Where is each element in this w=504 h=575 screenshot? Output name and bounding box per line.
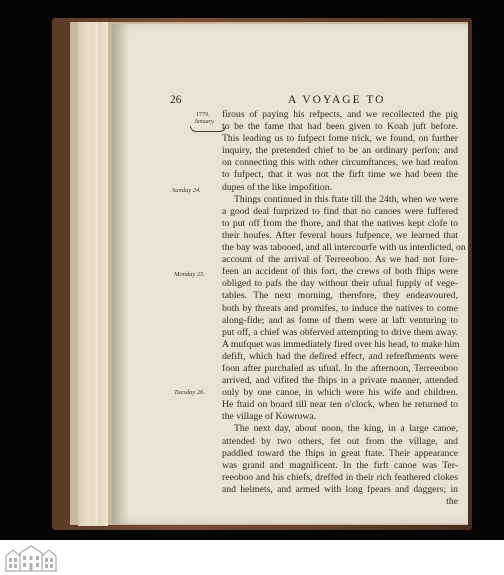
margin-note-month: January. [194, 119, 215, 125]
margin-note-sunday: Sunday 24. [172, 187, 201, 194]
text-line: dupes of the like impofition. [222, 181, 333, 193]
text-line: defift, which had the defired effect, and refrefhments were [222, 350, 458, 362]
text-line: Things continued in this ftate till the 24th, when we were [234, 193, 458, 205]
text-line: to put off from the fhore, and that the natives kept clofe to [222, 217, 458, 229]
text-line: obliged to pafs the day without their ufual fupply of vege- [222, 278, 458, 290]
text-line: along-fide; and as fome of them were at laft venturing to [222, 314, 458, 326]
text-line: feen an accident of this fort, the crews of both fhips were [222, 266, 458, 278]
text-line: foon after purchafed as ufual. In the afternoon, Terreeoboo [222, 362, 458, 374]
catchword: the [446, 496, 458, 507]
page-edge [98, 22, 108, 526]
text-line: attended by two others, fet out from the village, and [222, 435, 458, 447]
text-line: He ftaid on board till near ten o'clock, when he returned to [222, 399, 458, 411]
text-line: on connecting this with other circumftances, we had reafon [222, 157, 458, 169]
text-line: the bay was tabooed, and all intercourfe with us interdicted, on [222, 242, 466, 254]
text-line: a good deal furprized to find that no canoes were fuffered [222, 205, 458, 217]
text-line: firous of paying his refpects, and we recollected the pig [222, 109, 458, 120]
margin-note-monday: Monday 25. [174, 271, 206, 278]
text-line: and helmets, and armed with long fpears and daggers; in [222, 483, 458, 495]
page-number: 26 [170, 94, 182, 106]
text-line: arrived, and vifited the fhips in a private manner, attended [222, 375, 458, 387]
body-text [222, 109, 466, 508]
text-line: put off, a chief was obferved attempting to drive them away. [222, 326, 458, 338]
text-line: reeoboo and his chiefs, dreffed in their rich feathered clokes [222, 471, 458, 483]
margin-note-year: 1779. [196, 112, 210, 118]
text-line: A mufquet was immediately fired over his head, to make him [222, 338, 460, 350]
margin-brace [190, 126, 226, 132]
text-line: paddled toward the fhips in great ftate. Their appearance [222, 447, 458, 459]
building-facade-logo-icon [4, 544, 58, 572]
text-line: This leading us to fufpect fome trick, we found, on further [222, 133, 458, 145]
text-line: The next day, about noon, the king, in a large canoe, [234, 423, 458, 435]
footer-strip [0, 540, 504, 575]
text-line: account of the arrival of Terreeoboo. As we had not fore- [222, 254, 458, 266]
text-line: inquiry, the pretended chief to be an ordinary perfon; and [222, 145, 458, 157]
text-line: was grand and magnificent. In the firft canoe was Ter- [222, 459, 458, 471]
text-line: the village of Kowrowa. [222, 411, 317, 423]
text-line: to fufpect, that it was not the firft time we had been the [222, 169, 458, 181]
margin-note-tuesday: Tuesday 26. [174, 389, 206, 396]
running-head: A VOYAGE TO [288, 94, 386, 106]
text-line: only by one canoe, in which were his wife and children. [222, 387, 458, 399]
text-line: to be the fame that had been given to Koah juft before. [222, 121, 458, 133]
spine-shadow [112, 24, 130, 524]
text-line: their houfes. After feveral hours fufpence, we learned that [222, 229, 458, 241]
text-line: tables. The next morning, therefore, they endeavoured, [222, 290, 458, 302]
text-line: both by threats and promifes, to induce the natives to come [222, 302, 458, 314]
